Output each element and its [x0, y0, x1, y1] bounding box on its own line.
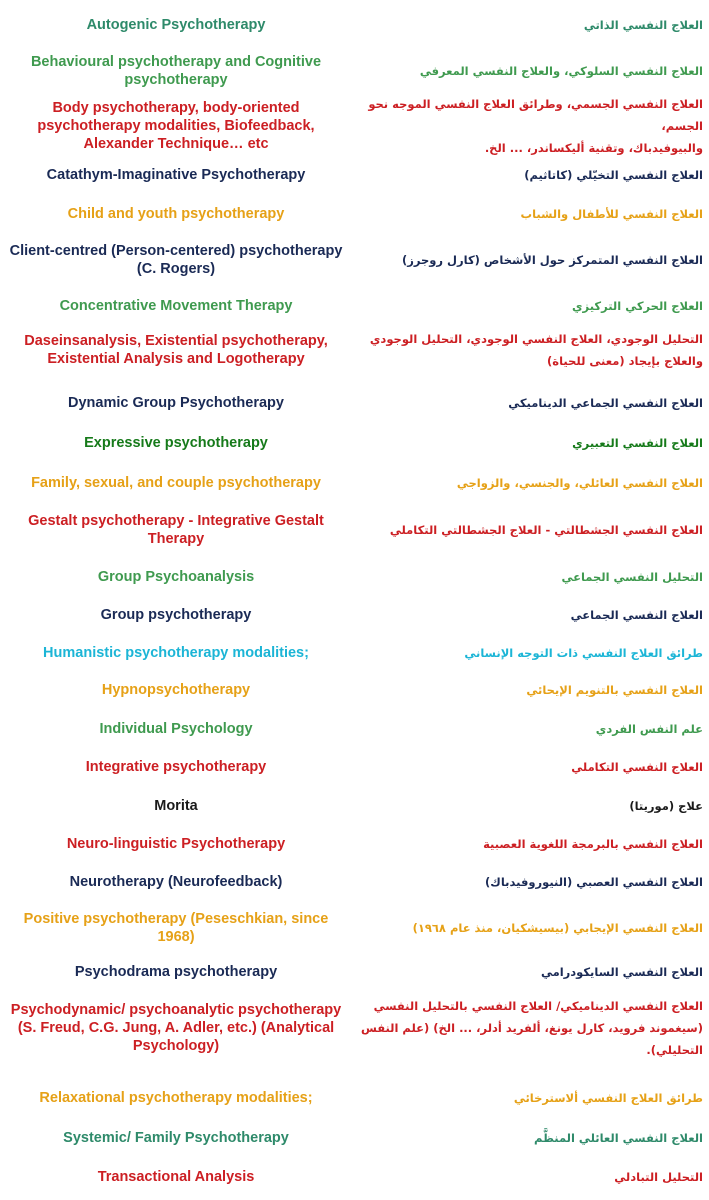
- therapy-arabic-name: العلاج النفسي السلوكي، والعلاج النفسي المعرفي: [419, 64, 703, 78]
- therapy-row: [0, 791, 709, 821]
- therapy-english-name: Behavioural psychotherapy and Cognitive psychotherapy: [30, 54, 322, 88]
- therapy-row: [0, 562, 709, 592]
- therapy-row: [0, 291, 709, 321]
- therapy-english-name: Psychodynamic/ psychoanalytic psychotherapy (S. Freud, C.G. Jung, A. Adler, etc.) (Analytical Psychology): [10, 1002, 342, 1054]
- therapy-row: [0, 993, 709, 1063]
- therapy-arabic-name: طرائق العلاج النفسي ألاسترخائي: [513, 1091, 703, 1105]
- therapy-row: [0, 51, 709, 91]
- therapy-arabic-name: العلاج النفسي التكاملي: [571, 760, 703, 774]
- therapy-english-name: Expressive psychotherapy: [84, 435, 268, 451]
- therapy-arabic-name: التحليل الوجودي، العلاج النفسي الوجودي، التحليل الوجودي والعلاج بإيجاد (معنى للحياة): [369, 332, 703, 368]
- therapy-arabic-name: العلاج النفسي الديناميكي/ العلاج النفسي بالتحليل النفسي (سيغموند فرويد، كارل يونغ، ألفريد أدلر، ... الخ) (علم النفس التحليلي).: [360, 999, 703, 1057]
- therapy-english-name: Group psychotherapy: [100, 607, 252, 623]
- therapy-arabic-name: العلاج النفسي للأطفال والشباب: [520, 207, 703, 221]
- therapy-row: [0, 1123, 709, 1153]
- therapy-arabic-name: العلاج النفسي الذاتي: [583, 18, 703, 32]
- therapy-row: [0, 829, 709, 859]
- therapy-arabic-name: العلاج النفسي الجسمي، وطرائق العلاج النفسي الموجه نحو الجسم، والبيوفيدباك، وتقنية أليكساندر، ... الخ.: [368, 97, 703, 155]
- therapy-row: [0, 10, 709, 40]
- therapy-english-name: Psychodrama psychotherapy: [74, 964, 278, 980]
- therapy-arabic-name: العلاج النفسي العائلي المنظَّم: [534, 1131, 703, 1145]
- therapy-arabic-name: العلاج النفسي التعبيري: [572, 436, 703, 450]
- therapy-row: [0, 510, 709, 550]
- therapy-english-name: Neuro-linguistic Psychotherapy: [66, 836, 286, 852]
- therapy-arabic-name: العلاج النفسي العصبي (النيوروفيدباك): [485, 875, 703, 889]
- therapy-arabic-name: العلاج النفسي السايكودرامي: [540, 965, 703, 979]
- therapy-english-name: Individual Psychology: [99, 721, 253, 737]
- therapy-arabic-name: العلاج النفسي الجماعي الديناميكي: [508, 396, 703, 410]
- therapy-english-name: Group Psychoanalysis: [97, 569, 255, 585]
- therapy-english-name: Humanistic psychotherapy modalities;: [43, 645, 309, 661]
- therapy-row: [0, 160, 709, 190]
- therapy-english-name: Transactional Analysis: [97, 1169, 255, 1185]
- therapy-english-name: Autogenic Psychotherapy: [86, 17, 266, 33]
- therapy-english-name: Morita: [154, 798, 198, 814]
- therapy-arabic-name: العلاج النفسي الجماعي: [570, 608, 703, 622]
- therapy-row: [0, 638, 709, 668]
- therapy-english-name: Positive psychotherapy (Peseschkian, since 1968): [23, 911, 329, 945]
- therapy-row: [0, 388, 709, 418]
- therapy-row: [0, 1083, 709, 1113]
- therapy-arabic-name: علم النفس الفردي: [595, 722, 703, 736]
- therapy-arabic-name: طرائق العلاج النفسي ذات التوجه الإنساني: [464, 646, 703, 660]
- therapy-arabic-name: علاج (موريتا): [629, 799, 703, 813]
- therapy-english-name: Systemic/ Family Psychotherapy: [63, 1130, 289, 1146]
- therapy-arabic-name: العلاج الحركي التركيزي: [572, 299, 703, 313]
- therapy-arabic-name: العلاج النفسي العائلي، والجنسي، والزواجي: [456, 476, 703, 490]
- therapy-english-name: Dynamic Group Psychotherapy: [68, 395, 284, 411]
- therapy-english-name: Neurotherapy (Neurofeedback): [69, 874, 283, 890]
- therapy-row: [0, 908, 709, 948]
- therapy-arabic-name: التحليل النفسي الجماعي: [561, 570, 703, 584]
- therapy-arabic-name: العلاج النفسي المتمركز حول الأشخاص (كارل روجرز): [401, 253, 703, 267]
- therapy-row: [0, 240, 709, 280]
- therapy-english-name: Integrative psychotherapy: [85, 759, 267, 775]
- therapy-arabic-name: العلاج النفسي بالبرمجة اللغوية العصبية: [483, 837, 703, 851]
- therapy-arabic-name: العلاج النفسي بالتنويم الإيحائي: [526, 683, 703, 697]
- therapy-row: [0, 714, 709, 744]
- therapy-row: [0, 468, 709, 498]
- therapy-english-name: Hypnopsychotherapy: [101, 682, 251, 698]
- therapy-arabic-name: التحليل التبادلي: [614, 1170, 703, 1184]
- therapy-row: [0, 752, 709, 782]
- therapy-english-name: Gestalt psychotherapy - Integrative Gestalt Therapy: [28, 513, 324, 547]
- therapy-row: [0, 328, 709, 372]
- therapy-row: [0, 957, 709, 987]
- therapy-english-name: Relaxational psychotherapy modalities;: [39, 1090, 313, 1106]
- therapy-row: [0, 675, 709, 705]
- therapy-english-name: Catathym-Imaginative Psychotherapy: [46, 167, 306, 183]
- therapy-arabic-name: العلاج النفسي التخيّلي (كاتاثيم): [524, 168, 703, 182]
- therapy-english-name: Child and youth psychotherapy: [67, 206, 285, 222]
- therapy-english-name: Concentrative Movement Therapy: [59, 298, 293, 314]
- therapy-row: [0, 1162, 709, 1192]
- therapy-english-name: Family, sexual, and couple psychotherapy: [31, 475, 321, 491]
- therapy-arabic-name: العلاج النفسي الجشطالتي - العلاج الجشطالتي التكاملي: [389, 523, 703, 537]
- therapy-row: [0, 600, 709, 630]
- therapy-english-name: Body psychotherapy, body-oriented psychotherapy modalities, Biofeedback, Alexander Technique… etc: [37, 100, 315, 152]
- therapy-row: [0, 95, 709, 157]
- therapy-arabic-name: العلاج النفسي الإيجابي (بيسيشكيان، منذ عام ١٩٦٨): [412, 921, 703, 935]
- therapy-english-name: Client-centred (Person-centered) psychotherapy (C. Rogers): [9, 243, 343, 277]
- therapy-english-name: Daseinsanalysis, Existential psychotherapy, Existential Analysis and Logotherapy: [24, 333, 328, 367]
- therapy-row: [0, 199, 709, 229]
- therapy-row: [0, 867, 709, 897]
- therapy-row: [0, 428, 709, 458]
